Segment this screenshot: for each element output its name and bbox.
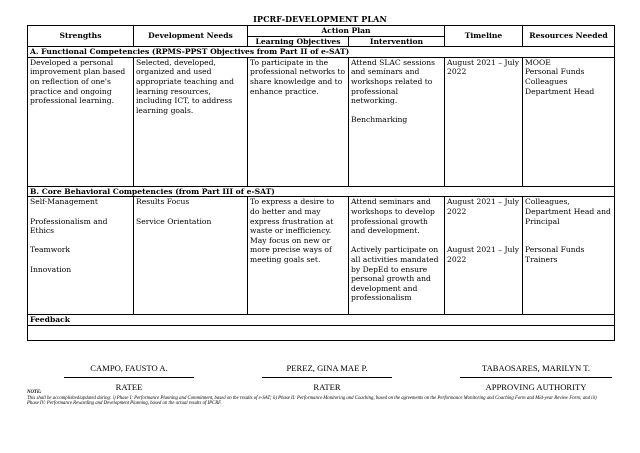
section-a-intervention-item: Attend SLAC sessions and seminars and workshops related to professional networking. <box>351 57 436 106</box>
section-a-row <box>28 57 615 186</box>
note-text: This shall be accomplished/updated during: i) Phase I: Performance Planning and Commitment, based on the results of e-SAT; ii) Phase II: Performance Monitoring and Coaching, based on the agreements on the Performance Monitoring and Coaching Form and Mid-year Review Form; and iii) Phase IV: Performance Rewarding and Development Planning, based on the actual results of IPCRF. <box>27 395 597 407</box>
section-b-intervention <box>349 197 445 315</box>
footnote <box>27 390 607 407</box>
header-action-plan: Action Plan <box>248 26 445 37</box>
development-need-item: Results Focus <box>136 197 190 207</box>
section-a-intervention-item: Benchmarking <box>351 115 408 125</box>
ratee-role: RATEE <box>115 382 143 392</box>
strength-item: Innovation <box>30 264 72 274</box>
section-b-intervention-item: Attend seminars and workshops to develop professional growth and development. <box>351 197 435 236</box>
feedback-heading: Feedback <box>28 315 615 326</box>
feedback-area <box>28 325 615 340</box>
strength-item: Teamwork <box>30 245 71 255</box>
header-strengths: Strengths <box>28 26 134 47</box>
header-learning-objectives: Learning Objectives <box>248 36 349 47</box>
section-a-heading: A. Functional Competencies (RPMS-PPST Objectives from Part II of e-SAT) <box>28 47 615 58</box>
section-b-intervention-item: Actively participate on all activities mandated by DepEd to ensure personal growth and development and professionalism <box>351 245 439 303</box>
resource-item: Personal Funds <box>525 245 585 255</box>
section-b-timeline <box>445 197 523 315</box>
header-development-needs: Development Needs <box>134 26 248 47</box>
section-b-learning-objectives: To express a desire to do better and may express frustration at waste or inefficiency. May focus on new or more precise ways of meeting goals set. <box>248 197 349 315</box>
development-plan-table <box>27 25 615 341</box>
ratee-name: CAMPO, FAUSTO A. <box>64 363 194 378</box>
rater-role: RATER <box>313 382 341 392</box>
approver-role: APPROVING AUTHORITY <box>485 382 587 392</box>
approver-signature-block <box>460 363 612 392</box>
resource-item: Colleagues <box>525 76 568 86</box>
strength-item: Professionalism and Ethics <box>30 216 108 236</box>
resource-item: Department Head <box>525 86 595 96</box>
note-label: NOTE: <box>27 390 42 395</box>
approver-name: TABAOSARES, MARILYN T. <box>460 363 612 378</box>
rater-name: PEREZ, GINA MAE P. <box>262 363 392 378</box>
header-intervention: Intervention <box>349 36 445 47</box>
section-a-timeline: August 2021 – July 2022 <box>445 57 523 186</box>
section-a-intervention <box>349 57 445 186</box>
resource-item: Personal Funds <box>525 67 585 77</box>
section-b-heading: B. Core Behavioral Competencies (from Part III of e-SAT) <box>28 186 615 197</box>
section-a-resources <box>523 57 615 186</box>
timeline-item: August 2021 – July 2022 <box>447 197 520 216</box>
section-b-row <box>28 197 615 315</box>
ratee-signature-block <box>64 363 194 392</box>
section-a-strengths: Developed a personal improvement plan based on reflection of one's practice and ongoing professional learning. <box>28 57 134 186</box>
timeline-item: August 2021 – July 2022 <box>447 245 520 264</box>
header-resources: Resources Needed <box>523 26 615 47</box>
header-timeline: Timeline <box>445 26 523 47</box>
section-b-development-needs <box>134 197 248 315</box>
resource-item: MOOE <box>525 57 551 67</box>
section-b-resources <box>523 197 615 315</box>
resource-item: Colleagues, Department Head and Principal <box>525 197 611 226</box>
document-title: IPCRF-DEVELOPMENT PLAN <box>253 14 387 24</box>
section-a-learning-objectives: To participate in the professional networks to share knowledge and to enhance practice. <box>248 57 349 186</box>
section-a-development-needs: Selected, developed, organized and used appropriate teaching and learning resources, including ICT, to address learning goals. <box>134 57 248 186</box>
section-b-strengths <box>28 197 134 315</box>
strength-item: Self-Management <box>30 197 98 207</box>
resource-item: Trainers <box>525 254 558 264</box>
rater-signature-block <box>262 363 392 392</box>
development-need-item: Service Orientation <box>136 216 212 226</box>
